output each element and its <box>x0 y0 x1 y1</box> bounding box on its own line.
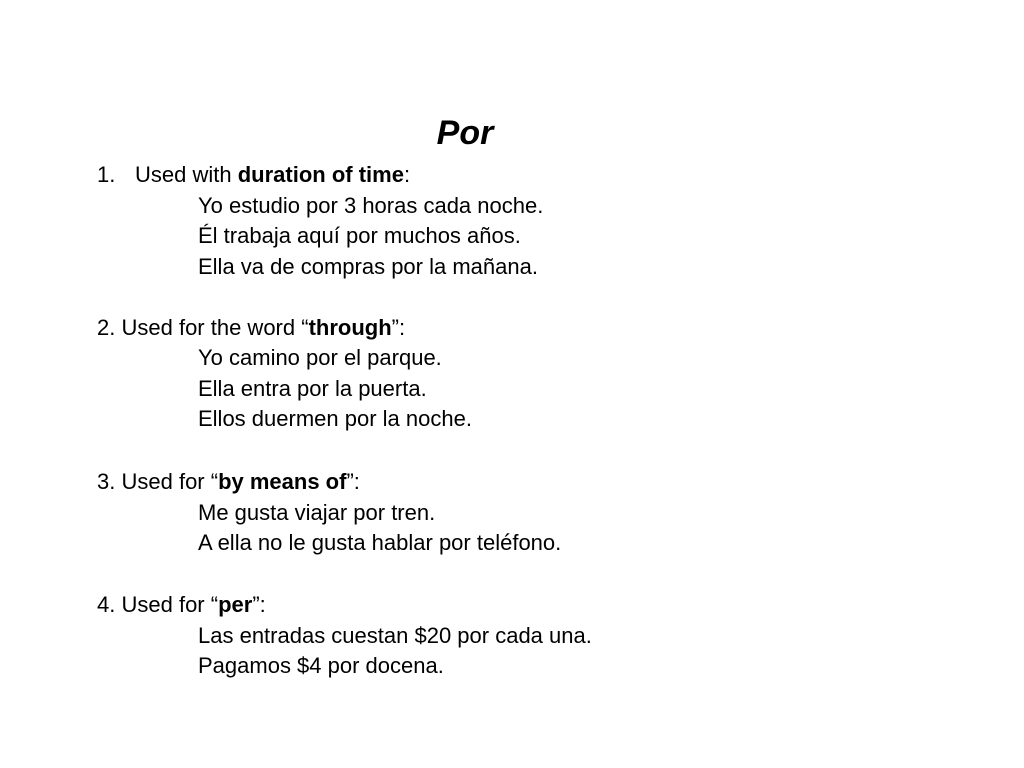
section-1-prefix: Used with <box>135 162 238 187</box>
section-1-example: Yo estudio por 3 horas cada noche. <box>198 193 544 218</box>
section-4-number: 4. <box>97 592 116 617</box>
section-2-keyword: through <box>308 315 392 340</box>
section-4-example: Pagamos $4 por docena. <box>198 653 444 678</box>
section-4-suffix: ”: <box>252 592 266 617</box>
section-2-suffix: ”: <box>391 315 406 340</box>
section-1-example: Él trabaja aquí por muchos años. <box>198 223 521 248</box>
section-1-number: 1. <box>97 162 116 187</box>
section-3-example: Me gusta viajar por tren. <box>198 500 436 525</box>
section-2-example: Ellos duermen por la noche. <box>198 406 472 431</box>
section-3-suffix: ”: <box>346 469 360 494</box>
section-3-heading <box>97 467 360 497</box>
section-4-keyword: per <box>218 592 253 617</box>
section-2-example: Ella entra por la puerta. <box>198 376 427 401</box>
section-4-example: Las entradas cuestan $20 por cada una. <box>198 623 592 648</box>
section-2-prefix: Used for the word “ <box>121 315 309 340</box>
slide-title: Por <box>436 114 494 152</box>
section-3-prefix: Used for “ <box>121 469 219 494</box>
section-3-keyword: by means of <box>218 469 347 494</box>
section-1-suffix: : <box>403 162 411 187</box>
section-1-example: Ella va de compras por la mañana. <box>198 254 538 279</box>
section-2-number: 2. <box>97 315 116 340</box>
section-4-prefix: Used for “ <box>121 592 219 617</box>
section-1-keyword: duration of time <box>237 162 404 187</box>
section-4-heading <box>97 590 266 620</box>
section-3-number: 3. <box>97 469 116 494</box>
section-1-heading <box>97 160 410 190</box>
section-2-example: Yo camino por el parque. <box>198 345 442 370</box>
section-2-heading <box>97 313 405 343</box>
section-3-example: A ella no le gusta hablar por teléfono. <box>198 530 562 555</box>
